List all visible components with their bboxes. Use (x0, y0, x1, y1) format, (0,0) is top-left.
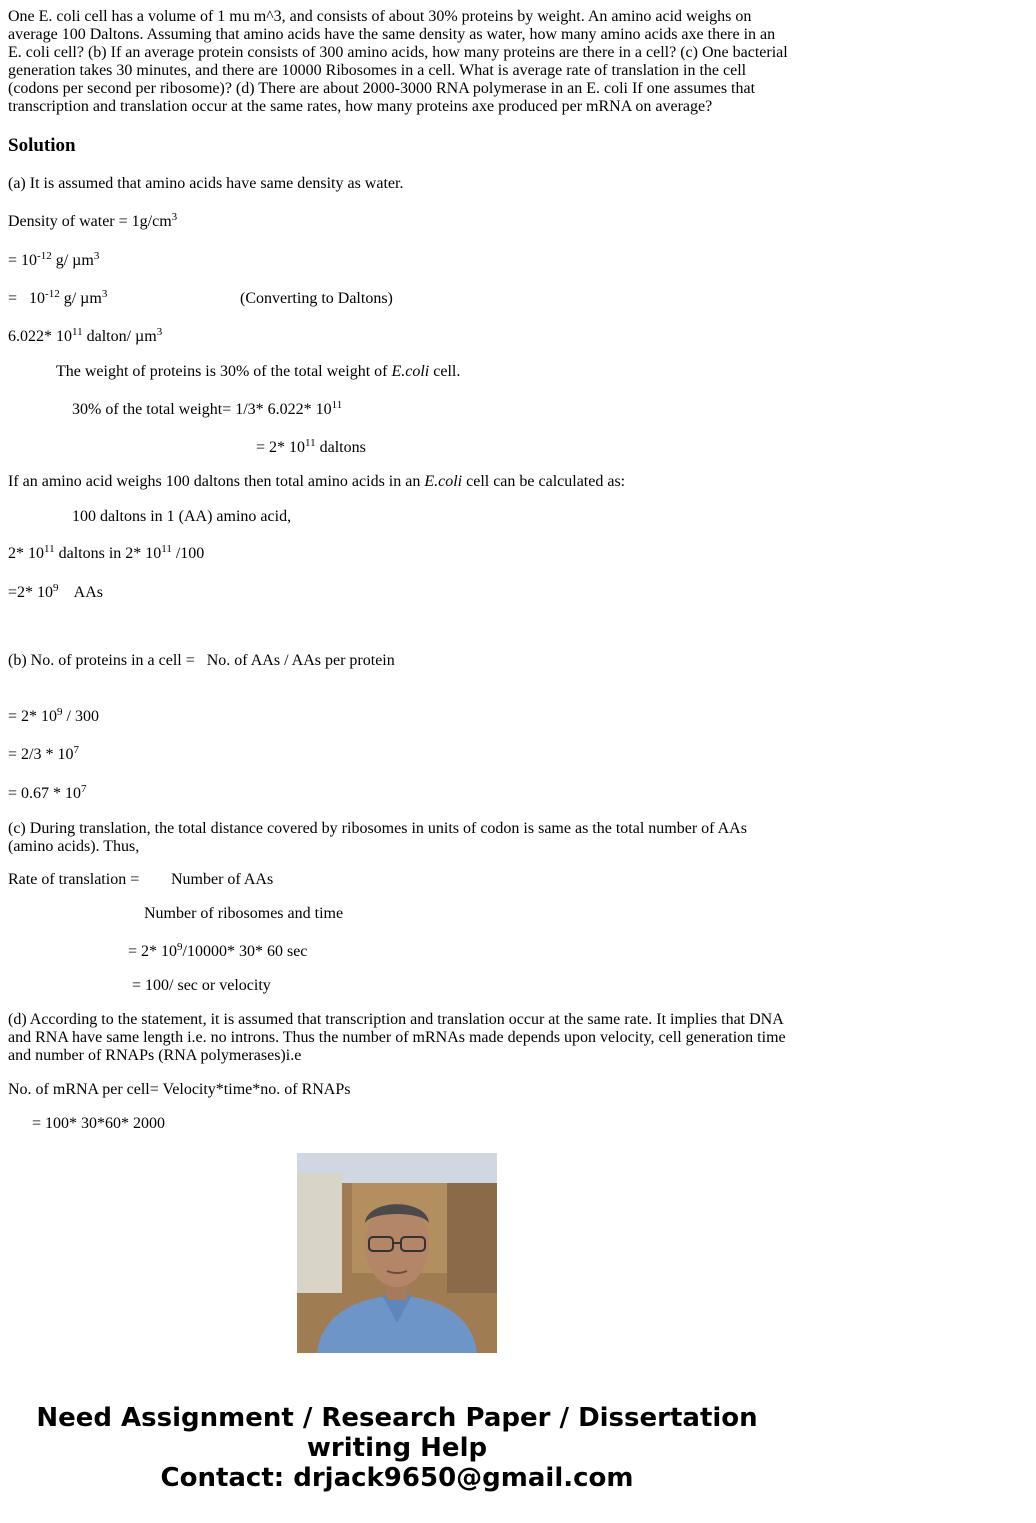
total-daltons-line: = 2* $10^{11}$ daltons (256, 437, 366, 456)
daltons-per-aa: 100 daltons in 1 (AA) amino acid, (72, 508, 292, 525)
promo-line-2: writing Help (306, 1433, 488, 1463)
rate-result: = 100/ sec or velocity (132, 977, 271, 994)
promo-contact: Contact: drjack9650@gmail.com (160, 1463, 634, 1493)
percent-weight-line: 30% of the total weight= 1/3* 6.022* $10^{11}$ (72, 399, 343, 418)
promo-banner (0, 1403, 794, 1493)
rate-denominator: Number of ribosomes and time (144, 905, 344, 922)
part-b-step-3: = $0.67 * 10^7$ (8, 783, 87, 802)
aa-result: =2* $10^9$ AAs (8, 582, 103, 601)
conversion-line-1: = $10^{-12}$ g/ µm$^3$ (8, 250, 100, 269)
rate-calculation: = 2* $10^9/10000*$ 30* 60 sec (128, 941, 308, 960)
part-a-intro: (a) It is assumed that amino acids have same density as water. (8, 175, 404, 192)
solution-heading: Solution (8, 135, 76, 156)
question-text: One E. coli cell has a volume of 1 mu m^3, and consists of about 30% proteins by weight. An amino acid weighs on average 100 Daltons. Assuming that amino acids have the same density as water, how many amino acids axe there in an E. coli cell? (b) If an average protein consists of 300 amino acids, how many proteins are there in a cell? (c) One bacterial generation takes 30 minutes, and there are 10000 Ribosomes in a cell. What is average rate of translation in the cell (codons per second per ribosome)? (d) There are about 2000-3000 RNA polymerase in an E. coli If one assumes that transcription and translation occur at the same rates, how many proteins axe produced per mRNA on average? (8, 8, 788, 115)
part-b-step-1: = 2* $10^9 / 300$ (8, 706, 99, 725)
author-photo (297, 1153, 497, 1353)
part-b-step-2: = $2/3 * 10^7$ (8, 744, 79, 763)
rate-numerator: Number of AAs (171, 871, 274, 888)
part-b-formula: (b) No. of proteins in a cell = No. of AAs / AAs per protein (8, 652, 395, 669)
solution-document (8, 0, 788, 1132)
part-d-intro: (d) According to the statement, it is assumed that transcription and translation occur at the same rate. It implies that DNA and RNA have same length i.e. no introns. Thus the number of mRNAs made depends upon velocity, cell generation time and number of RNAPs (RNA polymerases)i.e (8, 1011, 786, 1064)
density-line: Density of water = $1g/cm^3$ (8, 211, 178, 230)
conversion-line-2: = $10^{-12}$ g/ µm$^3$ (Converting to Daltons) (8, 288, 393, 307)
aa-calculation: 2* $10^{11}$ daltons in 2* $10^{11}$ /100 (8, 543, 205, 562)
part-c-intro: (c) During translation, the total distance covered by ribosomes in units of codon is same as the total number of AAs (amino acids). Thus, (8, 820, 747, 855)
promo-line-1: Need Assignment / Research Paper / Dissertation (36, 1403, 758, 1433)
translation-rate-line: Rate of translation = Number of AAs (8, 871, 274, 888)
mrna-formula: No. of mRNA per cell= Velocity*time*no. of RNAPs (8, 1081, 351, 1098)
protein-weight-line: The weight of proteins is 30% of the total weight of E.coli cell. (56, 363, 461, 380)
mrna-calculation: = 100* 30*60* 2000 (32, 1115, 166, 1132)
converting-note: (Converting to Daltons) (240, 290, 393, 307)
conversion-line-3: 6.022* $10^{11}$ dalton/ µm$^3$ (8, 326, 163, 345)
amino-acid-intro: If an amino acid weighs 100 daltons then total amino acids in an E.coli cell can be calculated as: (8, 473, 626, 490)
